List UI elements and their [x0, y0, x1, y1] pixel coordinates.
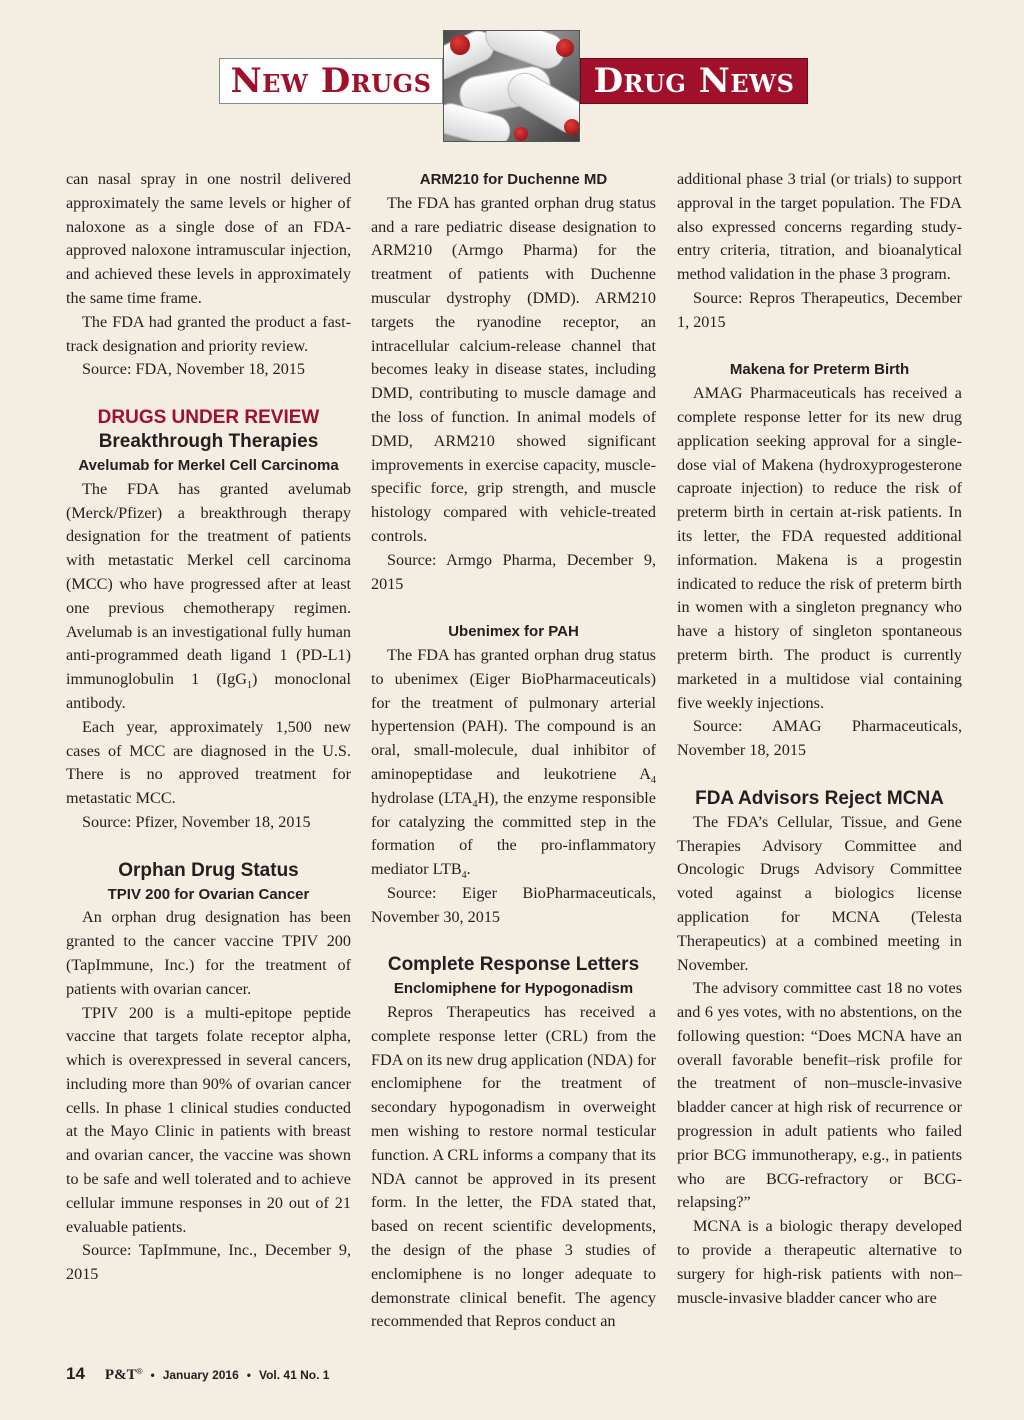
- column-1: [66, 168, 351, 1287]
- volume-info: Vol. 41 No. 1: [258, 1368, 330, 1382]
- column-3: [677, 168, 962, 1310]
- separator: •: [150, 1368, 155, 1382]
- subheading-ubenimex: Ubenimex for PAH: [448, 623, 579, 641]
- subheading-enclomiphene: Enclomiphene for Hypogonadism: [393, 980, 634, 998]
- paragraph: can nasal spray in one nostril delivered approximately the same levels or higher of naloxone as a single dose of an FDA-approved naloxone intramuscular injection, and achieved these levels in approximately the same time frame.: [66, 170, 351, 307]
- paragraph: An orphan drug designation has been granted to the cancer vaccine TPIV 200 (TapImmune, Inc.) for the treatment of patients with ovarian cancer.: [66, 908, 351, 998]
- page-number: 14: [66, 1364, 85, 1383]
- section-heading-orphan-drug: Orphan Drug Status: [118, 859, 299, 881]
- separator: •: [246, 1368, 251, 1382]
- new-drugs-banner: New Drugs: [219, 58, 443, 104]
- source-line: Source: FDA, November 18, 2015: [82, 360, 305, 379]
- pills-photo: [443, 30, 580, 142]
- source-line: Source: Pfizer, November 18, 2015: [82, 812, 311, 831]
- issue-date: January 2016: [162, 1368, 239, 1382]
- subheading-makena: Makena for Preterm Birth: [729, 361, 910, 379]
- paragraph: TPIV 200 is a multi-epitope peptide vaccine that targets folate receptor alpha, which is overexpressed in several cancers, including more than 90% of ovarian cancer cells. In phase 1 clinical studies conducted at the Mayo Clinic in patients with breast and ovarian cancer, the vaccine was shown to be safe and well tolerated and to achieve cellular immune responses in 20 out of 21 evaluable patients.: [66, 1003, 351, 1236]
- section-heading-drugs-under-review: DRUGS UNDER REVIEW: [97, 406, 320, 428]
- drug-news-banner: Drug News: [580, 58, 808, 104]
- journal-name: P&T®: [104, 1367, 143, 1383]
- section-heading-complete-response: Complete Response Letters: [387, 954, 640, 976]
- subheading-tpiv: TPIV 200 for Ovarian Cancer: [107, 885, 310, 903]
- paragraph: The advisory committee cast 18 no votes and 6 yes votes, with no abstentions, on the following question: “Does MCNA have an overall favorable benefit–risk profile for the treatment of non–muscle-invasive bladder cancer at high risk of recurrence or progression in adult patients who failed prior BCG immunotherapy, e.g., in patients who are BCG-refractory or BCG-relapsing?”: [677, 979, 962, 1212]
- column-2: [371, 168, 656, 1334]
- paragraph: Each year, approximately 1,500 new cases of MCC are diagnosed in the U.S. There is no approved treatment for metastatic MCC.: [66, 717, 351, 808]
- page-header: [0, 0, 1024, 150]
- source-line: Source: TapImmune, Inc., December 9, 2015: [66, 1241, 351, 1284]
- source-line: Source: Repros Therapeutics, December 1, 2015: [677, 288, 962, 331]
- subheading-arm210: ARM210 for Duchenne MD: [419, 171, 608, 188]
- page-footer: [66, 1364, 329, 1384]
- source-line: Source: AMAG Pharmaceuticals, November 18, 2015: [677, 717, 962, 760]
- paragraph: additional phase 3 trial (or trials) to support approval in the target population. The FDA also expressed concerns regarding study-entry criteria, titration, and bioanalytical method validation in the phase 3 program.: [677, 170, 962, 284]
- paragraph: AMAG Pharmaceuticals has received a complete response letter for its new drug application seeking approval for a single-dose vial of Makena (hydroxyprogesterone caproate injection) to reduce the risk of preterm birth in certain at-risk patients. In its letter, the FDA requested additional information. Makena is a progestin indicated to reduce the risk of preterm birth in women with a singleton pregnancy who have a history of singleton spontaneous preterm birth. The product is currently marketed in a multidose vial containing five weekly injections.: [677, 384, 962, 712]
- paragraph: Repros Therapeutics has received a complete response letter (CRL) from the FDA on its new drug application (NDA) for enclomiphene for the treatment of secondary hypogonadism in overweight men wishing to restore normal testicular function. A CRL informs a company that its NDA cannot be approved in its present form. In the letter, the FDA stated that, based on recent scientific developments, the design of the phase 3 studies of enclomiphene is no longer adequate to demonstrate clinical benefit. The agency recommended that Repros conduct an: [371, 1003, 656, 1331]
- subheading-avelumab: Avelumab for Merkel Cell Carcinoma: [78, 456, 339, 474]
- section-heading-breakthrough: Breakthrough Therapies: [98, 430, 319, 452]
- paragraph: The FDA had granted the product a fast-track designation and priority review.: [66, 312, 351, 355]
- paragraph: The FDA has granted orphan drug status and a rare pediatric disease designation to ARM210 (Armgo Pharma) for the treatment of patients with Duchenne muscular dystrophy (DMD). ARM210 targets the ryanodine receptor, an intracellular calcium-release channel that becomes leaky in disease states, including DMD, contributing to muscle damage and the loss of function. In animal models of DMD, ARM210 showed significant improvements in exercise capacity, muscle-specific force, grip strength, and muscle histology compared with vehicle-treated controls.: [371, 193, 656, 545]
- paragraph: MCNA is a biologic therapy developed to provide a therapeutic alternative to surgery for high-risk patients with non–muscle-invasive bladder cancer who are: [677, 1217, 962, 1307]
- source-line: Source: Eiger BioPharmaceuticals, November 30, 2015: [371, 883, 656, 926]
- paragraph: The FDA has granted avelumab (Merck/Pfizer) a breakthrough therapy designation for the treatment of patients with metastatic Merkel cell carcinoma (MCC) who have progressed after at least one previous chemotherapy regimen. Avelumab is an investigational fully human anti-programmed death ligand 1 (PD-L1) immunoglobulin 1 (IgG$_1$) monoclonal antibody.: [66, 479, 351, 712]
- paragraph: The FDA’s Cellular, Tissue, and Gene Therapies Advisory Committee and Oncologic Drugs Advisory Committee voted against a biologics license application for MCNA (Telesta Therapeutics) at a combined meeting in November.: [677, 812, 962, 974]
- section-heading-fda-advisors: FDA Advisors Reject MCNA: [695, 787, 944, 809]
- paragraph: The FDA has granted orphan drug status to ubenimex (Eiger BioPharmaceuticals) for the treatment of pulmonary arterial hypertension (PAH). The compound is an oral, small-molecule, dual inhibitor of aminopeptidase and leukotriene $A_4$ hydrolase $(LTA_4H)$, the enzyme responsible for catalyzing the committed step in the formation of the pro-inflammatory mediator $LTB_4$.: [371, 645, 656, 882]
- source-line: Source: Armgo Pharma, December 9, 2015: [371, 550, 656, 593]
